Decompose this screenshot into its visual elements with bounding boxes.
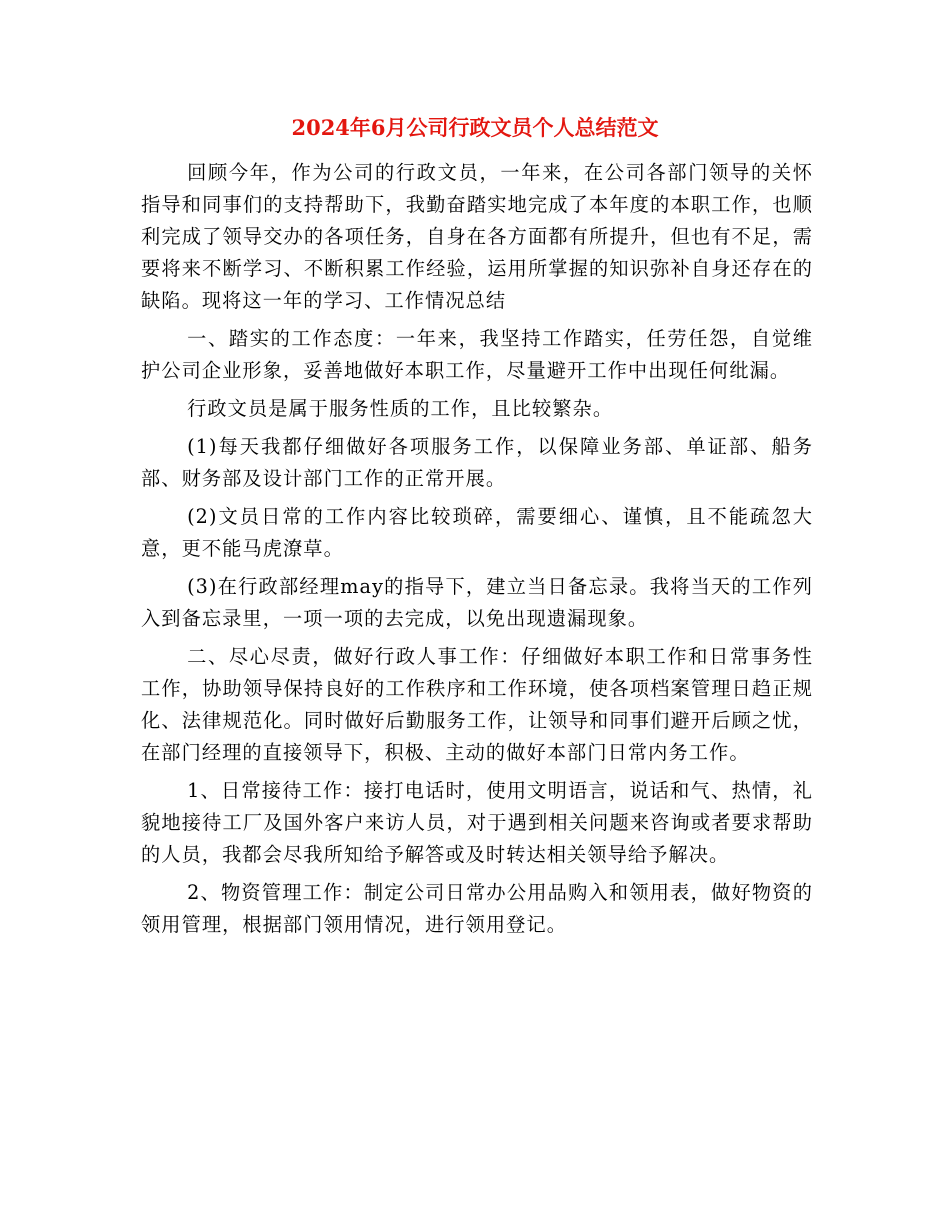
paragraph-item-3: (3)在行政部经理may的指导下，建立当日备忘录。我将当天的工作列入到备忘录里，一项一项的去完成，以免出现遗漏现象。 <box>141 575 813 630</box>
paragraph-admin-work: 二、尽心尽责，做好行政人事工作：仔细做好本职工作和日常事务性工作，协助领导保持良好的工作秩序和工作环境，使各项档案管理日趋正规化、法律规范化。同时做好后勤服务工作，让领导和同事们避开后顾之忧，在部门经理的直接领导下，积极、主动的做好本部门日常内务工作。 <box>141 645 813 764</box>
paragraph-work-attitude: 一、踏实的工作态度：一年来，我坚持工作踏实，任劳任怨，自觉维护公司企业形象，妥善地做好本职工作，尽量避开工作中出现任何纰漏。 <box>141 327 813 382</box>
document-body <box>141 157 813 947</box>
paragraph-item-1: (1)每天我都仔细做好各项服务工作，以保障业务部、单证部、船务部、财务部及设计部门工作的正常开展。 <box>141 435 813 490</box>
paragraph-intro: 回顾今年，作为公司的行政文员，一年来，在公司各部门领导的关怀指导和同事们的支持帮助下，我勤奋踏实地完成了本年度的本职工作，也顺利完成了领导交办的各项任务，自身在各方面都有所提升，但也有不足，需要将来不断学习、不断积累工作经验，运用所掌握的知识弥补自身还存在的缺陷。现将这一年的学习、工作情况总结 <box>141 161 813 312</box>
paragraph-item-2: (2)文员日常的工作内容比较琐碎，需要细心、谨慎，且不能疏忽大意，更不能马虎潦草。 <box>141 505 813 560</box>
paragraph-service-nature: 行政文员是属于服务性质的工作，且比较繁杂。 <box>187 397 614 420</box>
document-title: 2024年6月公司行政文员个人总结范文 <box>291 115 659 140</box>
paragraph-supplies: 2、物资管理工作：制定公司日常办公用品购入和领用表，做好物资的领用管理，根据部门领用情况，进行领用登记。 <box>141 881 813 936</box>
paragraph-reception: 1、日常接待工作：接打电话时，使用文明语言，说话和气、热情，礼貌地接待工厂及国外客户来访人员，对于遇到相关问题来咨询或者要求帮助的人员，我都会尽我所知给予解答或及时转达相关领导给予解决。 <box>141 779 813 866</box>
